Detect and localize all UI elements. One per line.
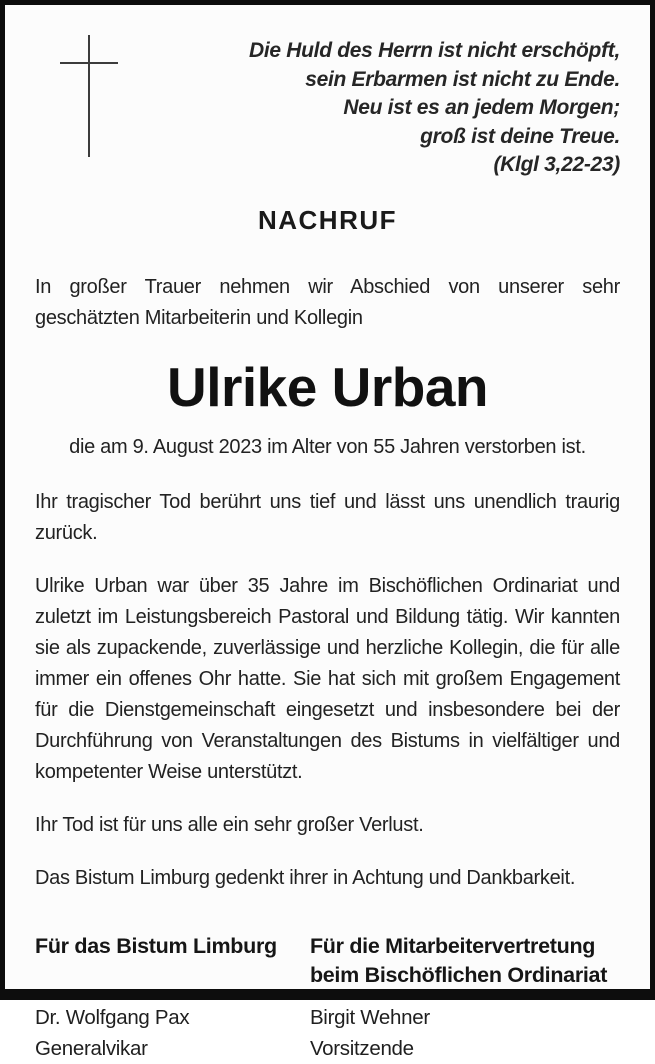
quote-line: groß ist deine Treue. <box>420 124 620 148</box>
signature-right-org: Für die Mitarbeitervertretung beim Bischöflichen Ordinariat <box>309 934 608 987</box>
deceased-name: Ulrike Urban <box>166 356 489 418</box>
signature-right-person <box>310 1002 620 1064</box>
signature-column-mitarbeitervertretung <box>310 932 620 1064</box>
body-paragraph: Das Bistum Limburg gedenkt ihrer in Achtung und Dankbarkeit. <box>35 867 576 889</box>
christian-cross-icon <box>60 35 120 157</box>
body-paragraph: Ulrike Urban war über 35 Jahre im Bischöflichen Ordinariat und zuletzt im Leistungsbereich Pastoral und Bildung tätig. Wir kannten sie als zupackende, zuverlässige und herzliche Kollegin, die für alle immer ein offenes Ohr hatte. Sie hat sich mit großem Engagement für die Dienstgemeinschaft eingesetzt und insbesondere bei der Durchführung von Veranstaltungen des Bistums in vielfältiger und kompetenter Weise unterstützt. <box>35 575 620 783</box>
death-date-line: die am 9. August 2023 im Alter von 55 Jahren verstorben ist. <box>69 436 586 458</box>
notice-header <box>35 35 620 193</box>
cross-vertical-bar <box>88 35 90 157</box>
intro-paragraph: In großer Trauer nehmen wir Abschied von unserer sehr geschätzten Mitarbeiterin und Kollegin <box>35 276 620 329</box>
quote-line: Neu ist es an jedem Morgen; <box>343 96 620 119</box>
signature-right-role: Vorsitzende <box>309 1037 414 1060</box>
body-paragraph: Ihr tragischer Tod berührt uns tief und lässt uns unendlich traurig zurück. <box>35 491 620 544</box>
notice-content <box>5 35 650 1060</box>
signature-block <box>35 932 620 1064</box>
signature-left-person <box>35 1002 310 1064</box>
body-paragraph: Ihr Tod ist für uns alle ein sehr großer Verlust. <box>35 814 424 836</box>
signature-left-org: Für das Bistum Limburg <box>35 934 277 958</box>
quote-line: sein Erbarmen ist nicht zu Ende. <box>305 67 620 91</box>
quote-source: (Klgl 3,22-23) <box>493 153 620 176</box>
scripture-quote <box>249 37 620 180</box>
signature-right-name: Birgit Wehner <box>309 1006 430 1029</box>
cross-horizontal-bar <box>60 62 118 64</box>
signature-left-name: Dr. Wolfgang Pax <box>35 1006 190 1029</box>
signature-column-bistum <box>35 932 310 1064</box>
notice-title: NACHRUF <box>257 205 398 235</box>
signature-left-role: Generalvikar <box>35 1037 148 1060</box>
quote-line: Die Huld des Herrn ist nicht erschöpft, <box>248 39 620 62</box>
